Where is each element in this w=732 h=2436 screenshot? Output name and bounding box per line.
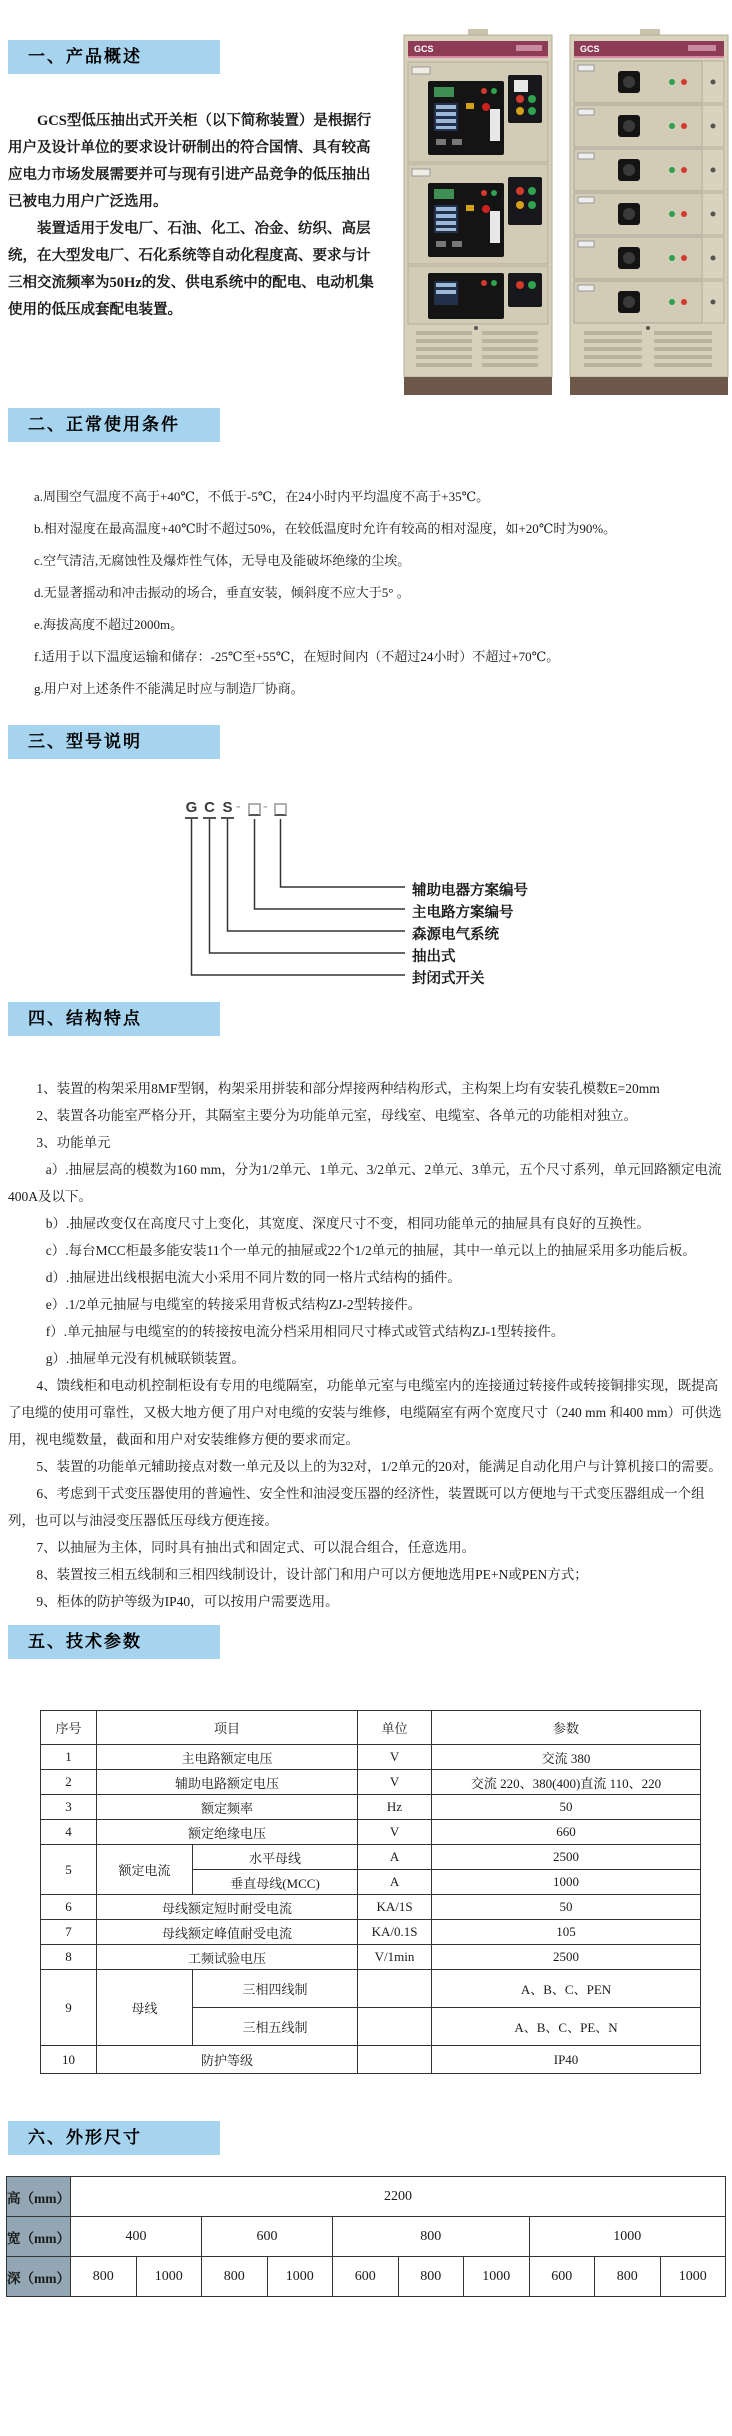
table-row — [41, 1945, 701, 1970]
cell: 7 — [41, 1920, 97, 1945]
designation-label: 森源电气系统 — [412, 927, 499, 943]
model-code-letter: C — [203, 799, 216, 819]
cell: 800 — [398, 2257, 464, 2297]
cell: 50 — [432, 1895, 701, 1920]
feature-subitem: e）.1/2单元抽屉与电缆室的转接采用背板式结构ZJ-2型转接件。 — [45, 1297, 422, 1312]
structural-features-text — [8, 1075, 724, 1615]
header-cell: 项目 — [97, 1711, 358, 1745]
cell: 50 — [432, 1795, 701, 1820]
cell: 母线 — [97, 1970, 193, 2046]
table-row — [7, 2257, 726, 2297]
designation-label: 主电路方案编号 — [412, 905, 514, 921]
designation-label: 封闭式开关 — [412, 971, 485, 987]
overview-line: 已被电力用户广泛选用。 — [8, 194, 168, 210]
table-row — [7, 2177, 726, 2217]
cell: 2500 — [432, 1845, 701, 1870]
section-1-heading: 一、产品概述 — [8, 40, 220, 74]
cell: 1000 — [136, 2257, 202, 2297]
table-row — [41, 1920, 701, 1945]
cell: 水平母线 — [193, 1845, 358, 1870]
cell: 4 — [41, 1820, 97, 1845]
model-code-letter: S — [221, 799, 234, 819]
cell: A — [358, 1870, 432, 1895]
cell: 工频试验电压 — [97, 1945, 358, 1970]
table-row — [41, 1745, 701, 1770]
designation-label: 抽出式 — [412, 949, 456, 965]
cell: 交流 220、380(400)直流 110、220 — [432, 1770, 701, 1795]
cell: 交流 380 — [432, 1745, 701, 1770]
cell — [358, 2046, 432, 2074]
dim-label-width: 宽（mm） — [7, 2217, 71, 2257]
cell: 额定电流 — [97, 1845, 193, 1895]
cell: 主电路额定电压 — [97, 1745, 358, 1770]
overview-line: GCS型低压抽出式开关柜（以下简称装置）是根据行 — [37, 113, 372, 129]
cell: 2500 — [432, 1945, 701, 1970]
cell — [358, 1970, 432, 2008]
cell: 垂直母线(MCC) — [193, 1870, 358, 1895]
section-2-heading: 二、正常使用条件 — [8, 408, 220, 442]
cell: 三相四线制 — [193, 1970, 358, 2008]
overview-line: 应电力市场发展需要并可与现有引进产品竞争的低压抽出 — [8, 167, 371, 183]
dimensions-table — [6, 2176, 726, 2297]
cell: 9 — [41, 1970, 97, 2046]
feature-subitem: a）.抽屉层高的模数为160 mm，分为1/2单元、1单元、3/2单元、2单元、3单元，五个尺寸系列，单元回路额定电流400A及以下。 — [8, 1162, 722, 1204]
cell: 额定绝缘电压 — [97, 1820, 358, 1845]
table-row — [41, 2046, 701, 2074]
cell: 3 — [41, 1795, 97, 1820]
cell: 600 — [529, 2257, 595, 2297]
header-cell: 序号 — [41, 1711, 97, 1745]
cell: KA/1S — [358, 1895, 432, 1920]
designation-label: 辅助电器方案编号 — [412, 883, 528, 899]
condition-item: c.空气清洁,无腐蚀性及爆炸性气体，无导电及能破坏绝缘的尘埃。 — [34, 553, 411, 568]
feature-item: 3、功能单元 — [36, 1135, 111, 1150]
cell: 三相五线制 — [193, 2008, 358, 2046]
condition-item: e.海拔高度不超过2000m。 — [34, 617, 184, 632]
model-code-box — [274, 803, 287, 816]
feature-subitem: b）.抽屉改变仅在高度尺寸上变化，其宽度、深度尺寸不变，相同功能单元的抽屉具有良好的互换性。 — [45, 1216, 650, 1231]
cell: 母线额定短时耐受电流 — [97, 1895, 358, 1920]
svg-text:GCS: GCS — [580, 44, 600, 54]
cell: 防护等级 — [97, 2046, 358, 2074]
feature-subitem: g）.抽屉单元没有机械联锁装置。 — [45, 1351, 245, 1366]
cell: V — [358, 1770, 432, 1795]
feature-subitem: d）.抽屉进出线根据电流大小采用不同片数的同一格片式结构的插件。 — [45, 1270, 461, 1285]
model-designation-diagram — [0, 759, 732, 995]
cell: Hz — [358, 1795, 432, 1820]
feature-item: 4、馈线柜和电动机控制柜设有专用的电缆隔室，功能单元室与电缆室内的连接通过转接件或转接铜排实现，既提高了电缆的使用可靠性，又极大地方便了用户对电缆的安装与维修，电缆隔室有两个宽度尺寸（240 mm 和400 mm）可供选用，视电缆数量，截面和用户对安装维修方便的要求而定。 — [8, 1378, 722, 1447]
cell: V/1min — [358, 1945, 432, 1970]
cell: 1000 — [464, 2257, 530, 2297]
cell: 5 — [41, 1845, 97, 1895]
dim-label-depth: 深（mm） — [7, 2257, 71, 2297]
cell: KA/0.1S — [358, 1920, 432, 1945]
cell: 1000 — [529, 2217, 726, 2257]
cell: 2 — [41, 1770, 97, 1795]
section-1-overview-text — [8, 108, 398, 324]
cell: 800 — [202, 2257, 268, 2297]
header-cell: 单位 — [358, 1711, 432, 1745]
cell: IP40 — [432, 2046, 701, 2074]
table-row — [41, 1895, 701, 1920]
section-3-heading: 三、型号说明 — [8, 725, 220, 759]
feature-item: 9、柜体的防护等级为IP40，可以按用户需要选用。 — [36, 1594, 339, 1609]
condition-item: a.周围空气温度不高于+40℃，不低于-5℃，在24小时内平均温度不高于+35℃。 — [34, 489, 490, 504]
table-row — [41, 1770, 701, 1795]
condition-item: g.用户对上述条件不能满足时应与制造厂协商。 — [34, 681, 304, 696]
section-4-heading: 四、结构特点 — [8, 1002, 220, 1036]
cell — [358, 2008, 432, 2046]
condition-item: f.适用于以下温度运输和储存：-25℃至+55℃，在短时间内（不超过24小时）不超过+70℃。 — [34, 649, 560, 664]
cell: 1000 — [267, 2257, 333, 2297]
feature-item: 2、装置各功能室严格分开，其隔室主要分为功能单元室，母线室、电缆室、各单元的功能相对独立。 — [36, 1108, 638, 1123]
product-photos — [396, 25, 732, 411]
model-code-letter: G — [185, 799, 198, 819]
feature-item: 8、装置按三相五线制和三相四线制设计，设计部门和用户可以方便地选用PE+N或PEN方式； — [36, 1567, 588, 1582]
cell: 105 — [432, 1920, 701, 1945]
cell: 2200 — [71, 2177, 726, 2217]
table-row — [7, 2217, 726, 2257]
cell: A — [358, 1845, 432, 1870]
cell: V — [358, 1820, 432, 1845]
table-row — [41, 1845, 701, 1870]
overview-line: 三相交流频率为50Hz的发、供电系统中的配电、电动机集 — [8, 275, 374, 291]
overview-line: 用户及设计单位的要求设计研制出的符合国情、具有较高 — [8, 140, 371, 156]
operating-conditions-list — [34, 484, 732, 702]
table-row — [41, 1820, 701, 1845]
cell: 额定频率 — [97, 1795, 358, 1820]
feature-subitem: f）.单元抽屉与电缆室的的转接按电流分档采用相同尺寸棒式或管式结构ZJ-1型转接件。 — [45, 1324, 565, 1339]
overview-line: 统，在大型发电厂、石化系统等自动化程度高、要求与计 — [8, 248, 371, 264]
model-code-box — [248, 803, 261, 816]
table-row — [41, 1970, 701, 2008]
cell: 800 — [71, 2257, 137, 2297]
designation-connector-lines — [0, 759, 732, 995]
header-cell: 参数 — [432, 1711, 701, 1745]
cell: 8 — [41, 1945, 97, 1970]
section-6-heading: 六、外形尺寸 — [8, 2121, 220, 2155]
cell: 800 — [595, 2257, 661, 2297]
model-code-dash: - — [236, 799, 241, 814]
cell: 600 — [333, 2257, 399, 2297]
cell: 10 — [41, 2046, 97, 2074]
cell: A、B、C、PEN — [432, 1970, 701, 2008]
overview-line: 使用的低压成套配电装置。 — [8, 302, 182, 318]
cell: 母线额定峰值耐受电流 — [97, 1920, 358, 1945]
cabinet-photo-2 — [564, 25, 732, 411]
section-5-heading: 五、技术参数 — [8, 1625, 220, 1659]
feature-subitem: c）.每台MCC柜最多能安装11个一单元的抽屉或22个1/2单元的抽屉，其中一单元以上的抽屉采用多功能后板。 — [45, 1243, 696, 1258]
cell: 600 — [202, 2217, 333, 2257]
cell: A、B、C、PE、N — [432, 2008, 701, 2046]
table-row — [41, 1795, 701, 1820]
cell: V — [358, 1745, 432, 1770]
feature-item: 1、装置的构架采用8MF型钢，构架采用拼装和部分焊接两种结构形式，主构架上均有安装孔模数E=20mm — [36, 1081, 660, 1096]
cell: 660 — [432, 1820, 701, 1845]
cell: 1000 — [660, 2257, 726, 2297]
feature-item: 7、以抽屉为主体，同时具有抽出式和固定式、可以混合组合，任意选用。 — [36, 1540, 476, 1555]
cabinet-photo-1 — [396, 25, 560, 411]
condition-item: b.相对湿度在最高温度+40℃时不超过50%，在较低温度时允许有较高的相对湿度，如+20℃时为90%。 — [34, 521, 617, 536]
cell: 1000 — [432, 1870, 701, 1895]
cell: 辅助电路额定电压 — [97, 1770, 358, 1795]
dim-label-height: 高（mm） — [7, 2177, 71, 2217]
model-code-dash: - — [263, 799, 268, 814]
cell: 6 — [41, 1895, 97, 1920]
overview-line: 装置适用于发电厂、石油、化工、冶金、纺织、高层 — [37, 221, 371, 237]
tech-params-table — [40, 1710, 701, 2074]
condition-item: d.无显著摇动和冲击振动的场合，垂直安装，倾斜度不应大于5° 。 — [34, 585, 410, 600]
table-header-row — [41, 1711, 701, 1745]
cell: 400 — [71, 2217, 202, 2257]
svg-text:GCS: GCS — [414, 44, 434, 54]
feature-item: 5、装置的功能单元辅助接点对数一单元及以上的为32对，1/2单元的20对，能满足自动化用户与计算机接口的需要。 — [36, 1459, 722, 1474]
feature-item: 6、考虑到干式变压器使用的普遍性、安全性和油浸变压器的经济性，装置既可以方便地与干式变压器组成一个组列，也可以与油浸变压器低压母线方便连接。 — [8, 1486, 705, 1528]
cell: 1 — [41, 1745, 97, 1770]
cell: 800 — [333, 2217, 530, 2257]
